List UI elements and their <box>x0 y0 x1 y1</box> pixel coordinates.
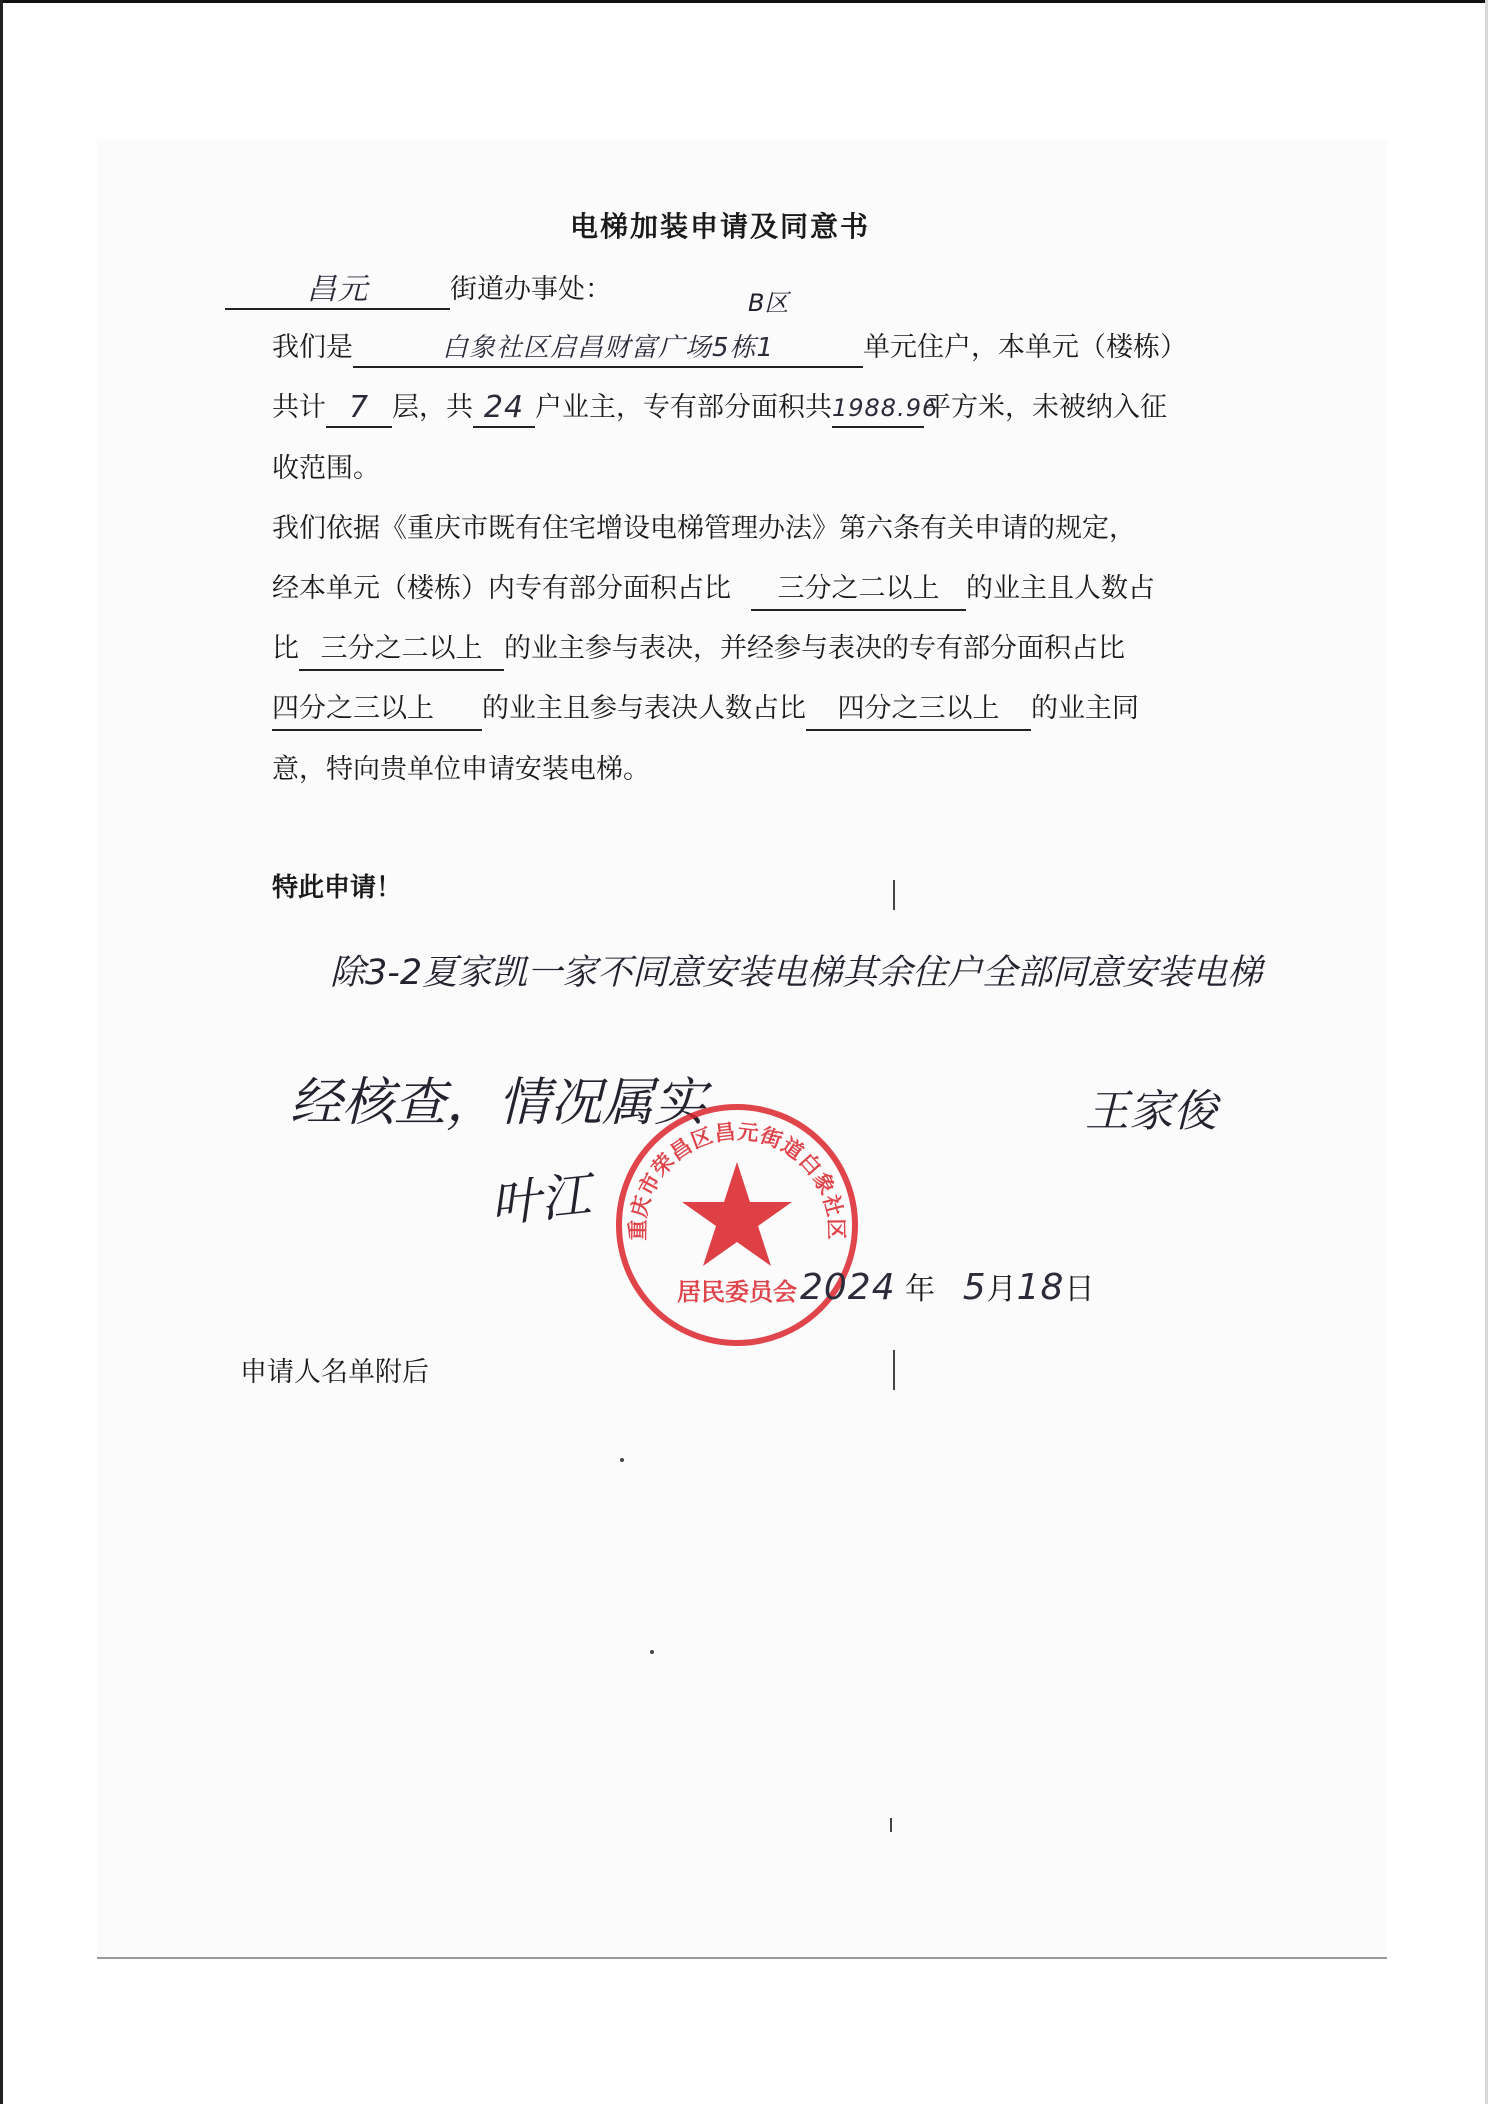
p2-line4-blank1: 四分之三以上 <box>272 689 482 731</box>
p1-prefix: 我们是 <box>272 332 353 363</box>
handwritten-verification: 经核查，情况属实 <box>290 1073 707 1133</box>
sheet-bottom-edge <box>97 1957 1387 1959</box>
handwritten-verifier-signature: 叶江 <box>487 1165 594 1235</box>
scan-mark <box>890 1818 892 1832</box>
p2-line3-blank: 三分之二以上 <box>299 629 504 671</box>
handwritten-applicant-signature: 王家俊 <box>1085 1086 1217 1137</box>
p2-line4 <box>272 689 1139 731</box>
p1-floors-suffix: 层，共 <box>392 392 473 423</box>
p2-line4-mid: 的业主且参与表决人数占比 <box>482 693 806 724</box>
scan-mark <box>893 880 895 910</box>
date-month-unit: 月 <box>986 1272 1017 1307</box>
footer-note: 申请人名单附后 <box>240 1357 429 1388</box>
date-month: 5 <box>962 1267 987 1308</box>
p2-line4-suffix: 的业主同 <box>1031 693 1139 724</box>
p2-line3-suffix: 的业主参与表决，并经参与表决的专有部分面积占比 <box>504 633 1125 664</box>
date-line <box>800 1268 1094 1310</box>
handwritten-remark: 除3-2夏家凯一家不同意安装电梯其余住户全部同意安装电梯 <box>330 953 1263 993</box>
date-year-unit: 年 <box>905 1272 936 1307</box>
p2-line1: 我们依据《重庆市既有住宅增设电梯管理办法》第六条有关申请的规定， <box>272 513 1136 544</box>
p1-line3: 收范围。 <box>272 453 380 484</box>
p1-households-suffix: 户业主，专有部分面积共 <box>535 392 832 423</box>
p1-after-location: 单元住户，本单元（楼栋） <box>863 332 1187 363</box>
closing-text: 特此申请！ <box>272 873 403 903</box>
scan-dot <box>650 1650 654 1654</box>
p2-line3 <box>272 629 1125 671</box>
seal-outer-text: 重庆市荣昌区昌元街道白象社区 <box>625 1119 849 1241</box>
p2-line5: 意，特向贵单位申请安装电梯。 <box>272 754 650 785</box>
red-seal-stamp <box>612 1100 862 1350</box>
addressee-line <box>225 270 612 310</box>
handwritten-note-b-zone: B区 <box>748 289 789 317</box>
document-title: 电梯加装申请及同意书 <box>569 210 870 243</box>
addressee-suffix: 街道办事处： <box>450 274 612 305</box>
p1-line1 <box>272 328 1187 368</box>
p1-line2 <box>272 388 1167 428</box>
p1-total-prefix: 共计 <box>272 392 326 423</box>
p1-handwritten-floors: 7 <box>326 390 392 428</box>
p1-area-suffix: 平方米，未被纳入征 <box>924 392 1167 423</box>
p2-line2 <box>272 569 1155 611</box>
p2-line2-prefix: 经本单元（楼栋）内专有部分面积占比 <box>272 573 731 604</box>
addressee-handwritten-name: 昌元 <box>225 272 450 310</box>
date-day: 18 <box>1016 1267 1065 1308</box>
date-year: 2024 <box>800 1267 896 1308</box>
seal-inner-text: 居民委员会 <box>677 1278 797 1306</box>
scan-dot <box>620 1458 624 1462</box>
scan-mark <box>893 1350 895 1390</box>
p1-handwritten-location: 白象社区启昌财富广场5栋1 <box>353 330 863 368</box>
p1-handwritten-households: 24 <box>473 390 535 428</box>
seal-star-icon <box>682 1162 792 1266</box>
scan-border-top <box>0 0 1488 3</box>
p2-line2-suffix: 的业主且人数占 <box>966 573 1155 604</box>
date-day-unit: 日 <box>1064 1272 1095 1307</box>
scan-border-left <box>0 0 3 2104</box>
p2-line3-prefix: 比 <box>272 633 299 664</box>
p2-line2-blank: 三分之二以上 <box>751 569 966 611</box>
p2-line4-blank2: 四分之三以上 <box>806 689 1031 731</box>
p1-handwritten-area: 1988.96 <box>832 390 924 428</box>
